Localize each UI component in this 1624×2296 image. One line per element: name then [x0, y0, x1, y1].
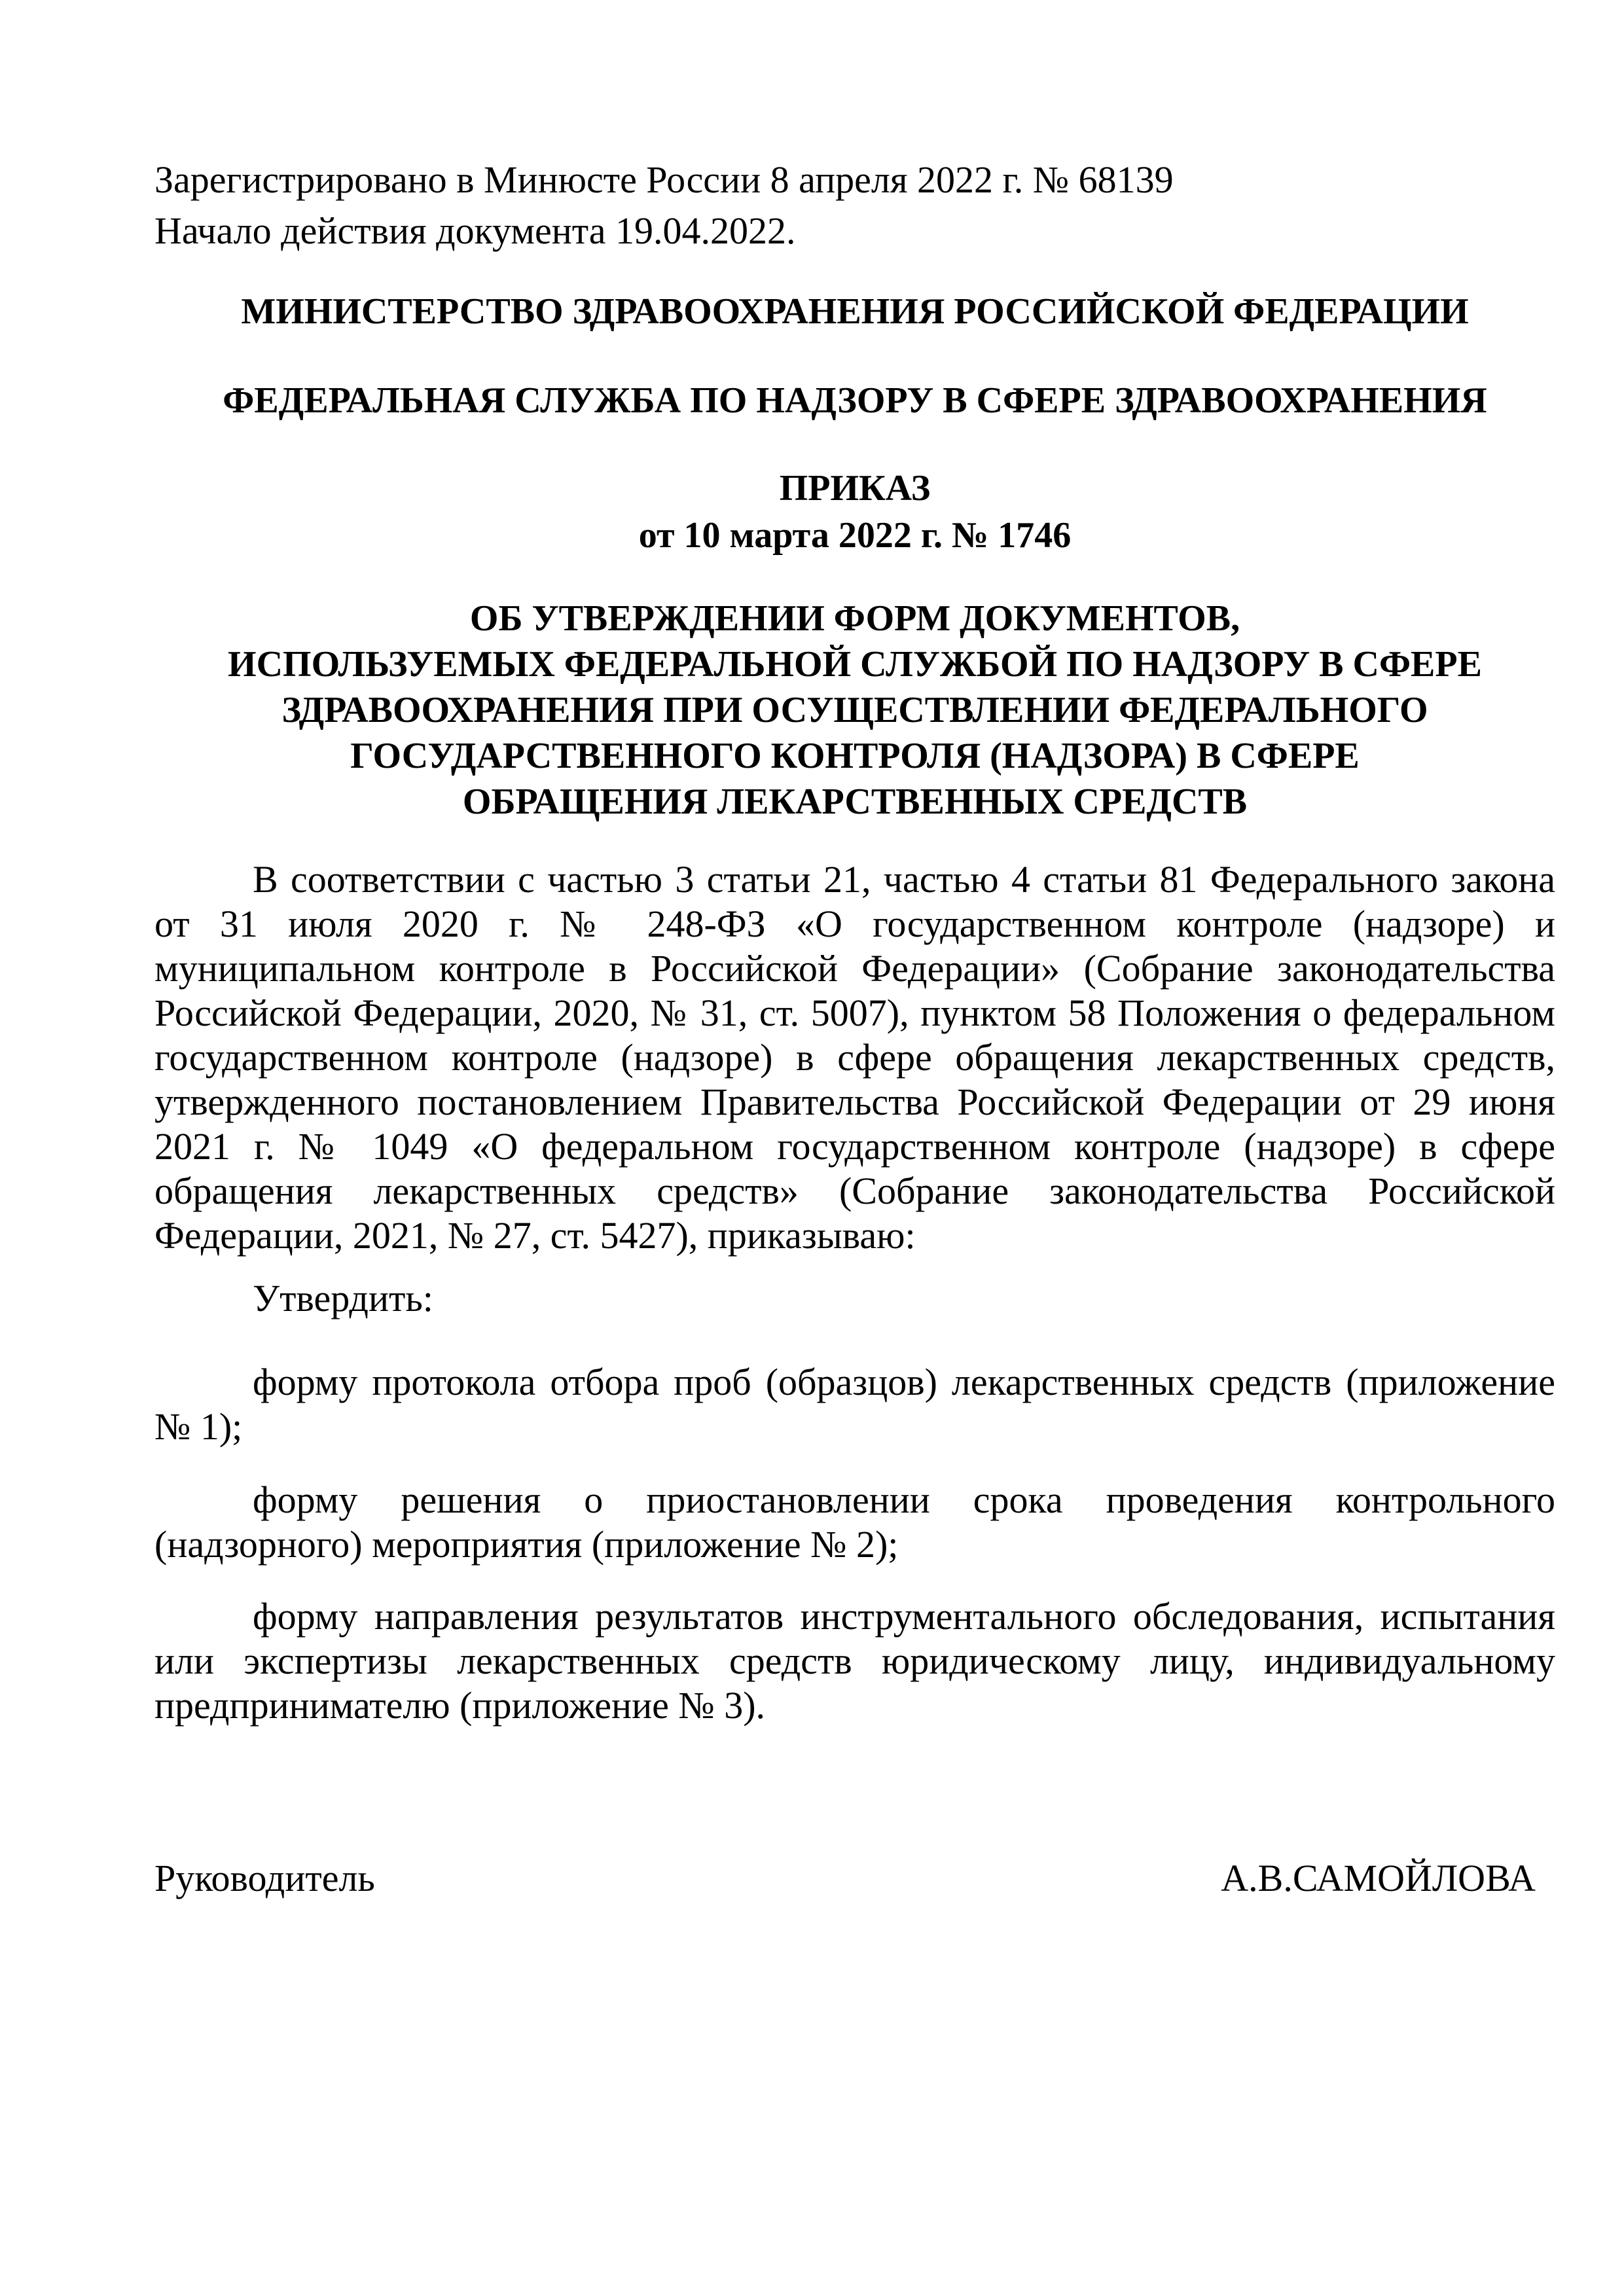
ministry-heading: МИНИСТЕРСТВО ЗДРАВООХРАНЕНИЯ РОССИЙСКОЙ ФЕДЕРАЦИИ — [241, 291, 1469, 332]
title-line: ОБРАЩЕНИЯ ЛЕКАРСТВЕННЫХ СРЕДСТВ — [462, 781, 1248, 822]
title-line: ИСПОЛЬЗУЕМЫХ ФЕДЕРАЛЬНОЙ СЛУЖБОЙ ПО НАДЗОРУ В СФЕРЕ — [228, 644, 1482, 685]
signatory-position: Руководитель — [154, 1857, 375, 1899]
signatory-name: А.В.САМОЙЛОВА — [1221, 1857, 1536, 1899]
order-heading: ПРИКАЗ — [779, 468, 931, 509]
order-date: от 10 марта 2022 г. № 1746 — [638, 515, 1072, 556]
form-item-1: форму протокола отбора проб (образцов) лекарственных средств (приложение № 1); — [154, 1361, 1555, 1448]
effective-date-line: Начало действия документа 19.04.2022. — [154, 209, 796, 252]
title-line: ЗДРАВООХРАНЕНИЯ ПРИ ОСУЩЕСТВЛЕНИИ ФЕДЕРАЛЬНОГО — [281, 690, 1428, 730]
service-heading: ФЕДЕРАЛЬНАЯ СЛУЖБА ПО НАДЗОРУ В СФЕРЕ ЗДРАВООХРАНЕНИЯ — [223, 380, 1487, 421]
form-item-2: форму решения о приостановлении срока проведения контрольного (надзорного) мероприятия (приложение № 2); — [154, 1479, 1555, 1566]
document-title — [154, 596, 1555, 825]
title-line: ОБ УТВЕРЖДЕНИИ ФОРМ ДОКУМЕНТОВ, — [469, 598, 1240, 639]
approve-paragraph: Утвердить: — [253, 1277, 433, 1319]
registration-info — [154, 154, 1174, 257]
legal-basis-paragraph: В соответствии с частью 3 статьи 21, частью 4 статьи 81 Федерального закона от 31 июля 2020 г. № 248-ФЗ «О государственном контроле (надзоре) и муниципальном контроле в Российской Федерации» (Собрание законодательства Российской Федерации, 2020, № 31, ст. 5007), пунктом 58 Положения о федеральном государственном контроле (надзоре) в сфере обращения лекарственных средств, утвержденного постановлением Правительства Российской Федерации от 29 июня 2021 г. № 1049 «О федеральном государственном контроле (надзоре) в сфере обращения лекарственных средств» (Собрание законодательства Российской Федерации, 2021, № 27, ст. 5427), приказываю: — [154, 858, 1555, 1257]
registration-line: Зарегистрировано в Минюсте России 8 апреля 2022 г. № 68139 — [154, 158, 1174, 201]
form-item-3: форму направления результатов инструментального обследования, испытания или экспертизы лекарственных средств юридическому лицу, индивидуальному предпринимателю (приложение № 3). — [154, 1595, 1555, 1727]
title-line: ГОСУДАРСТВЕННОГО КОНТРОЛЯ (НАДЗОРА) В СФЕРЕ — [350, 736, 1360, 776]
